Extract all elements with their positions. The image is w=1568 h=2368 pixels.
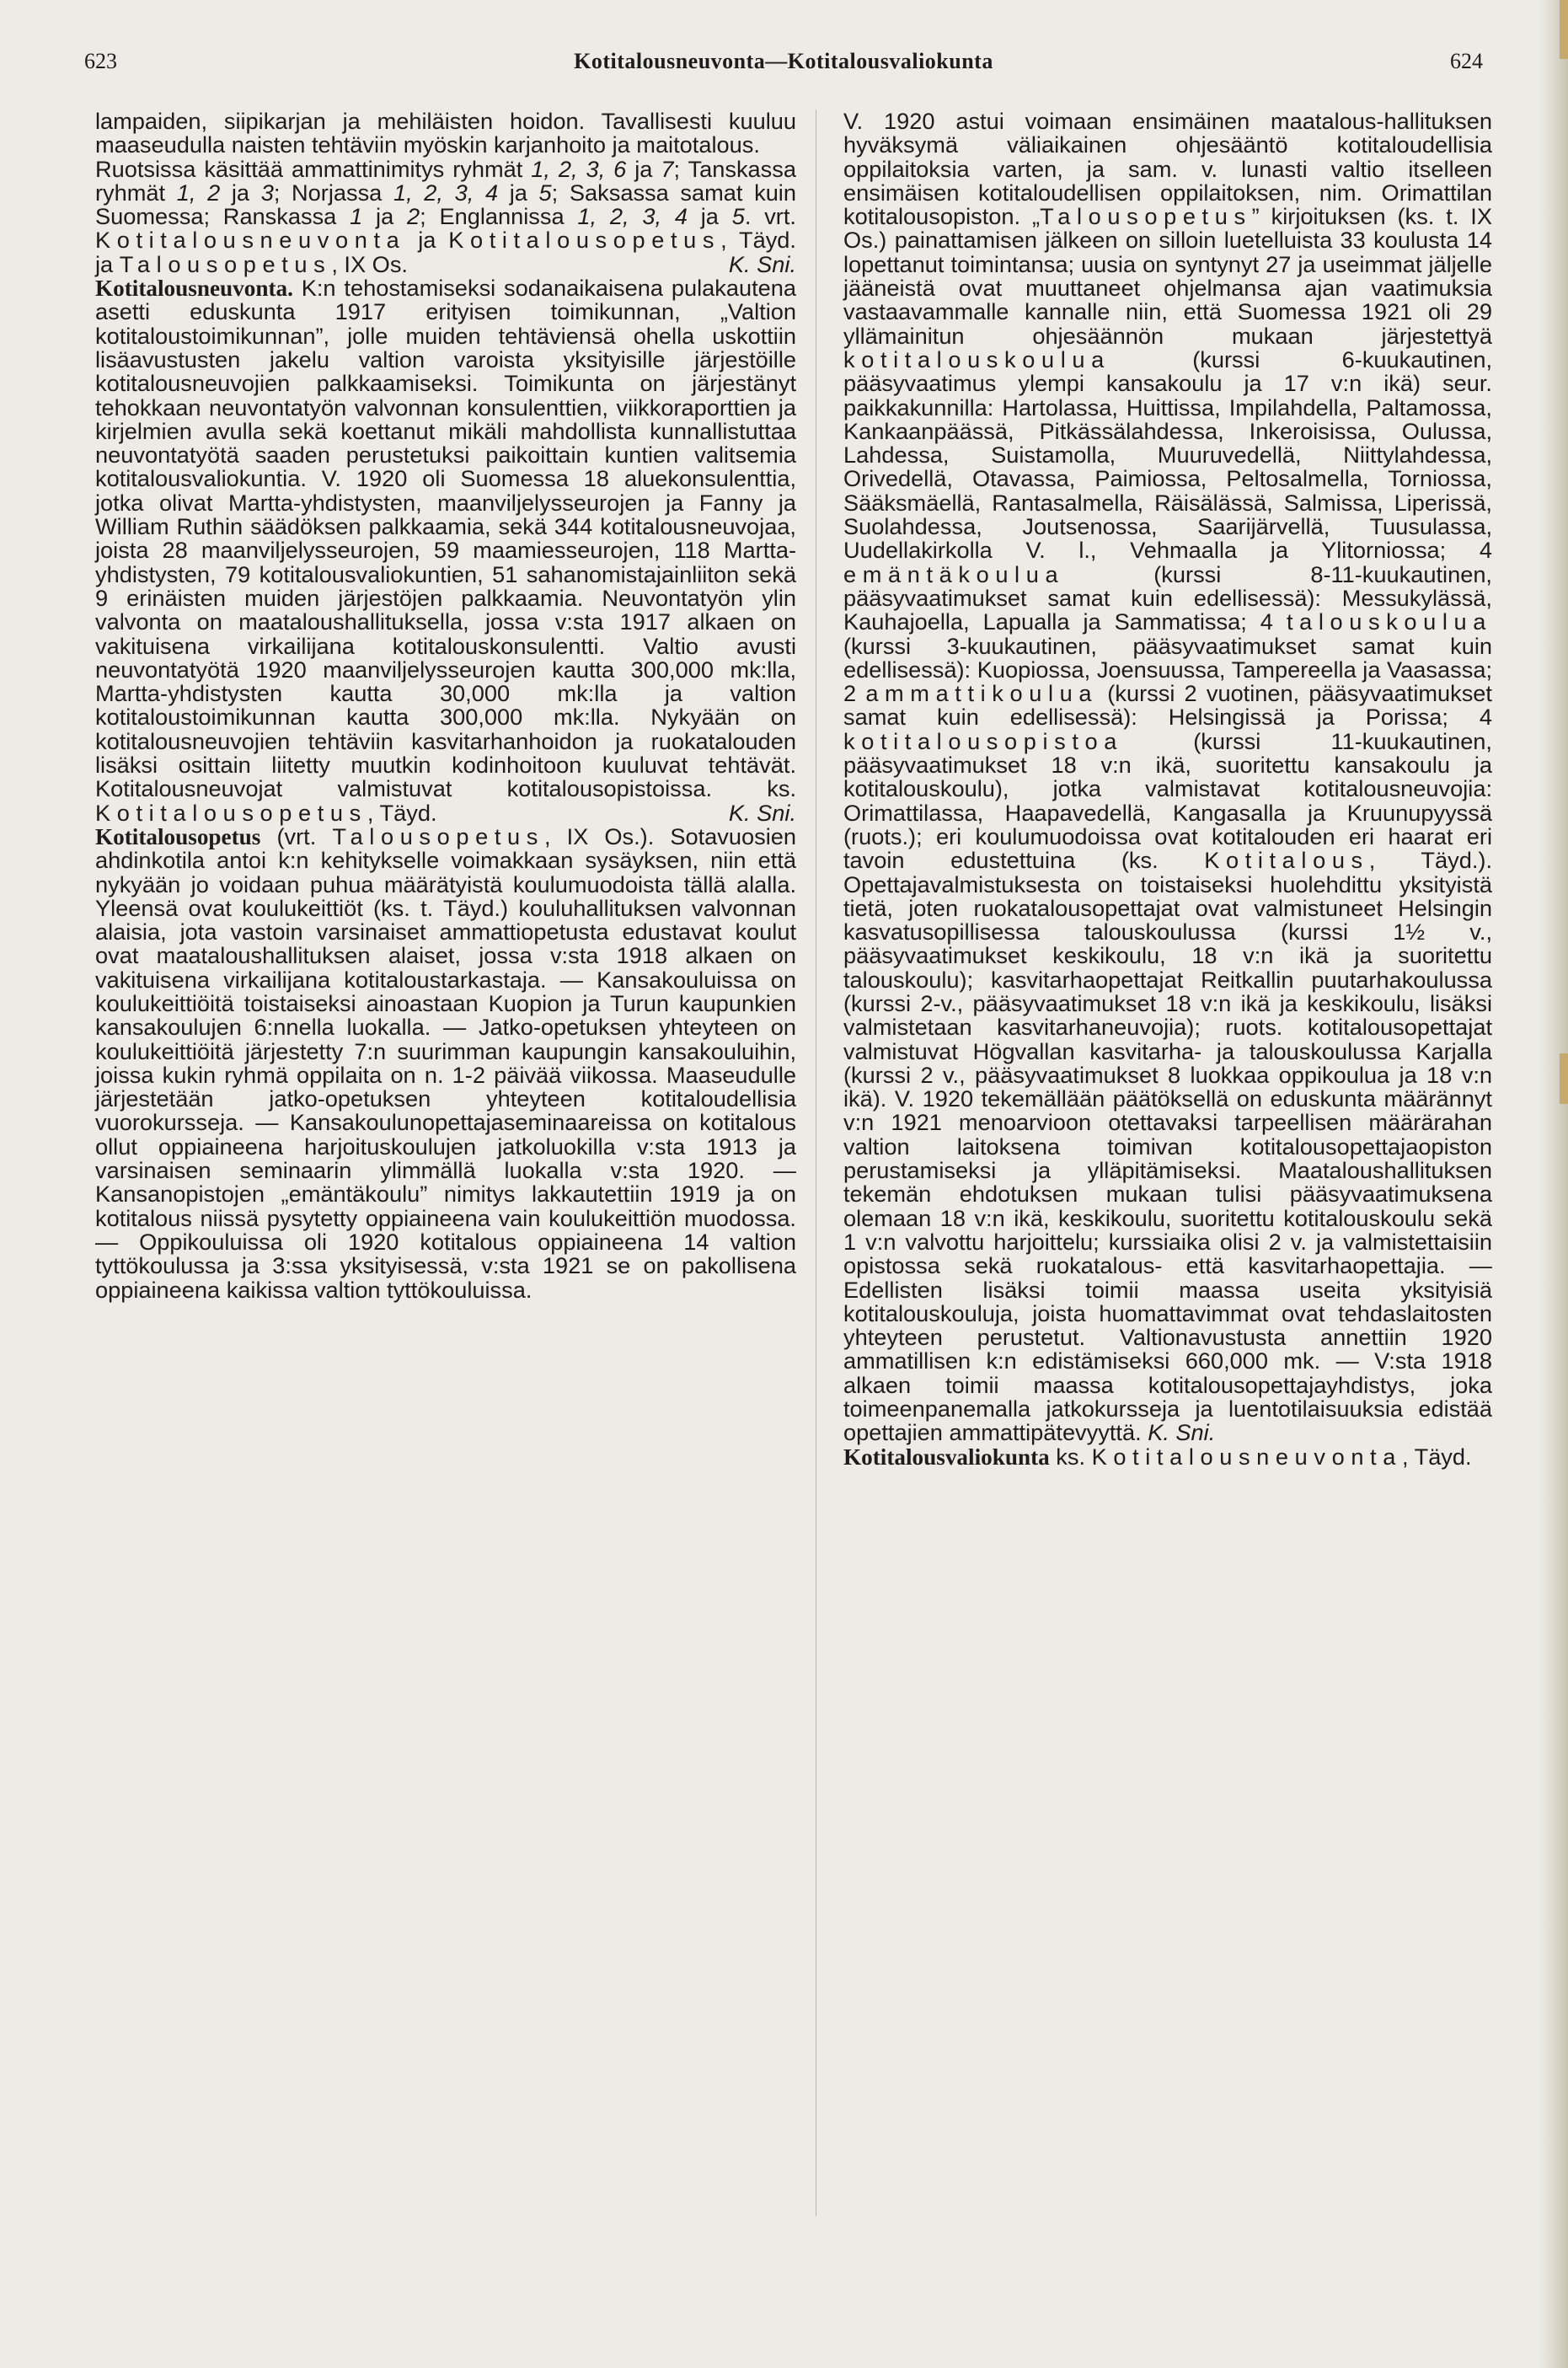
cross-reference[interactable]: Kotitalous: [1204, 847, 1369, 874]
right-column: [843, 110, 1492, 1469]
article-kotitalousvaliokunta: Kotitalousvaliokunta ks. Kotitalousneuvonta, Täyd.: [843, 1443, 1472, 1470]
cross-reference[interactable]: Talousopetus: [1040, 203, 1252, 230]
cross-reference[interactable]: Talousopetus: [119, 250, 332, 277]
running-title: Kotitalousneuvonta—Kotitalousvaliokunta: [574, 49, 993, 73]
emphasis: kotitalouskoulua: [843, 346, 1110, 372]
edge-tab: [1560, 1053, 1568, 1104]
article-kotitalousneuvonta: Kotitalousneuvonta. K:n tehostamiseksi sodanaikaisena pulakautena asetti eduskunta 1917 erityisen toimikunnan, „Valtion kotitaloustoimikunnan”, jolle muiden tehtäviensä ohella uskottiin lisäavustusten jakelu valtion varoista yksityisille järjestöille kotitalousneuvojien palkkaamiseksi. Toimikunta on järjestänyt tehokkaan neuvontatyön valvonnan konsulenttien, viikkoraporttien ja kirjelmien avulla sekä koettanut mikäli mahdollista kunnallistuttaa neuvontatyötä saaden perustetuksi paikoittain kuntien valitsemia kotitalousvaliokuntia. V. 1920 oli Suomessa 18 aluekonsulenttia, jotka olivat Martta-yhdistysten, maanviljelysseurojen ja Fanny ja William Ruthin säädöksen palkkaamia, sekä 344 kotitalousneuvojaa, joista 28 maanviljelysseurojen, 59 maamiesseurojen, 118 Martta-yhdistysten, 79 kotitalousvaliokuntien, 51 sahanomistajainliiton sekä 9 erinäisten muiden järjestöjen palkkaamia. Neuvontatyön ylin valvonta on maataloushallituksella, jossa v:sta 1917 alkaen on vakituisena virkailijana kotitalouskonsulentti. Valtio avusti neuvontatyötä 1920 maanviljelysseurojen kautta 300,000 mk:lla, Martta-yhdistysten kautta 30,000 mk:lla ja valtion kotitaloustoimikunnan kautta 300,000 mk:lla. Nykyään on kotitalousneuvojien tehtäviin kasvitarhanhoidon ja ruokatalouden lisäksi osittain liitetty muutkin kodinhoitoon kuuluvat tehtävät. Kotitalousneuvojat valmistuvat kotitalousopistoissa. ks. Kotitalousopetus, Täyd. K. Sni.: [95, 275, 796, 826]
edge-tab: [1560, 0, 1568, 59]
page-number-right: 624: [1450, 49, 1483, 73]
left-column: [95, 110, 796, 1302]
cross-reference[interactable]: Kotitalousopetus: [448, 227, 721, 254]
author-signature: K. Sni.: [1148, 1419, 1216, 1446]
cross-reference[interactable]: Talousopetus: [332, 822, 544, 849]
page-edge-shadow: [1539, 0, 1568, 2368]
emphasis: ammattikoulua: [865, 680, 1099, 707]
headword: Kotitalousneuvonta.: [95, 276, 293, 302]
emphasis: emäntäkoulua: [843, 560, 1065, 587]
author-signature: K. Sni.: [728, 799, 796, 826]
headword: Kotitalousvaliokunta: [843, 1444, 1050, 1470]
cross-reference[interactable]: Kotitalousneuvonta: [1091, 1443, 1402, 1470]
cross-reference[interactable]: Kotitalousneuvonta: [95, 227, 406, 254]
author-signature: K. Sni.: [728, 250, 796, 277]
emphasis: kotitalousopistoa: [843, 727, 1123, 754]
paragraph: V. 1920 astui voimaan ensimäinen maatalous-hallituksen hyväksymä väliaikainen ohjesääntö kotitaloudellisia oppilaitoksia varten, ja sam. v. lunasti valtio itselleen ensimäisen kotitaloudellisen oppilaitoksen, nim. Orimattilan kotitalousopiston. „Talousopetus” kirjoituksen (ks. t. IX Os.) painattamisen jälkeen on silloin luetelluista 33 koulusta 14 lopettanut toimintansa; uusia on syntynyt 27 ja useimmat jäljelle jääneistä ovat muuttaneet ohjelmansa ajan vaatimuksia vastaavammalle kannalle niin, että Suomessa 1921 oli 29 yllämainitun ohjesäännön mukaan järjestettyä kotitalouskoulua (kurssi 6-kuukautinen, pääsyvaatimus ylempi kansakoulu ja 17 v:n ikä) seur. paikkakunnilla: Hartolassa, Huittissa, Impilahdella, Paltamossa, Kankaanpäässä, Pitkässälahdessa, Inkeroisissa, Oulussa, Lahdessa, Suistamolla, Muuruvedellä, Niittylahdessa, Orivedellä, Otavassa, Paimiossa, Peltosalmella, Torniossa, Sääksmäellä, Rantasalmella, Räisälässä, Salmissa, Liperissä, Suolahdessa, Joutsenossa, Saarijärvellä, Tuusulassa, Uudellakirkolla V. l., Vehmaalla ja Ylitorniossa; 4 emäntäkoulua (kurssi 8-11-kuukautinen, pääsyvaatimukset samat kuin edellisessä): Messukylässä, Kauhajoella, Lapualla ja Sammatissa; 4 talouskoulua (kurssi 3-kuukautinen, pääsyvaatimukset samat kuin edellisessä): Kuopiossa, Joensuussa, Tampereella ja Vaasassa; 2 ammattikoulua (kurssi 2 vuotinen, pääsyvaatimukset samat kuin edellisessä): Helsingissä ja Porissa; 4 kotitalousopistoa (kurssi 11-kuukautinen, pääsyvaatimukset 18 v:n ikä, suoritettu kansakoulu ja kotitalouskoulu), jotka valmistavat kotitalousneuvojia: Orimattilassa, Haapavedellä, Kangasalla ja Kruunupyyssä (ruots.); eri koulumuodoissa ovat kotitalouden eri haarat eri tavoin edustettuina (ks. Kotitalous, Täyd.). Opettajavalmistuksesta on toistaiseksi huolehdittu yksityistä tietä, joten ruokatalousopettajat ovat valmistuneet Helsingin kasvatusopillisessa talouskoulussa (kurssi 1½ v., pääsyvaatimukset keskikoulu, 18 v:n ikä ja suoritettu talouskoulu); kasvitarhaopettajat Reitkallin puutarhakoulussa (kurssi 2-v., pääsyvaatimukset 18 v:n ikä ja keskikoulu, lisäksi valmistetaan kasvitarhaneuvojia); ruots. kotitalousopettajat valmistuvat Högvallan kasvitarha- ja talouskoulussa Karjalla (kurssi 2 v., pääsyvaatimukset 8 luokkaa oppikoulua ja 18 v:n ikä). V. 1920 tekemällään päätöksellä on eduskunta määrännyt v:n 1921 menoarvioon otettavaksi tarpeellisen määrärahan valtion laitoksena toimivan kotitalousopettajaopiston perustamiseksi ja ylläpitämiseksi. Maataloushallituksen tekemän ehdotuksen mukaan tulisi pääsyvaatimuksena olemaan 18 v:n ikä, keskikoulu, suoritettu kotitalouskoulu sekä 1 v:n valvottu harjoittelu; kurssiaika olisi 2 v. ja valmistettaisiin opistossa sekä ruokatalous- että kasvitarhaopettajia. — Edellisten lisäksi toimii maassa useita yksityisiä kotitalouskouluja, joista huomattavimmat ovat tehdaslaitosten yhteyteen perustetut. Valtionavustusta annettiin 1920 ammatillisen k:n edistämiseksi 660,000 mk. — V:sta 1918 alkaen toimii maassa kotitalousopettajayhdistys, joka toimeenpanemalla jatkokursseja ja luentotilaisuuksia edistää opettajien ammattipätevyyttä. K. Sni.: [843, 108, 1492, 1446]
emphasis: talouskoulua: [1286, 608, 1492, 635]
page-number-left: 623: [84, 49, 117, 73]
paragraph: Ruotsissa käsittää ammattinimitys ryhmät 1, 2, 3, 6 ja 7; Tanskassa ryhmät 1, 2 ja 3; Norjassa 1, 2, 3, 4 ja 5; Saksassa samat kuin Suomessa; Ranskassa 1 ja 2; Englannissa 1, 2, 3, 4 ja 5. vrt. Kotitalousneuvonta ja Kotitalousopetus, Täyd. ja Talousopetus, IX Os. K. Sni.: [95, 155, 796, 277]
page-header: [84, 49, 1483, 86]
cross-reference[interactable]: Kotitalousopetus: [95, 799, 367, 826]
article-kotitalousopetus: Kotitalousopetus (vrt. Talousopetus, IX Os.). Sotavuosien ahdinkotila antoi k:n kehitykselle voimakkaan sysäyksen, niin että nykyään jo voidaan puhua määrätyistä koulumuodoista tällä alalla. Yleensä ovat koulukeittiöt (ks. t. Täyd.) kouluhallituksen valvonnan alaisia, jota vastoin varsinaiset ammattiopetusta edustavat koulut ovat maataloushallituksen alaiset, jossa v:sta 1918 alkaen on vakituisena virkailijana kotitaloustarkastaja. — Kansakouluissa on koulukeittiöitä toistaiseksi ainoastaan Kuopion ja Turun kaupunkien kansakoulujen 6:nnella luokalla. — Jatko-opetuksen yhteyteen on koulukeittiöitä järjestetty 7:n suurimman kaupungin kansakouluihin, joissa kukin ryhmä oppilaita on n. 1-2 päivää viikossa. Maaseudulle järjestetään jatko-opetuksen yhteyteen kotitaloudellisia vuorokursseja. — Kansakoulunopettajaseminaareissa on kotitalous ollut oppiaineena harjoituskoulujen jatkoluokilla v:sta 1913 ja varsinaisen seminaarin ylimmällä luokalla v:sta 1920. — Kansanopistojen „emäntäkoulu” nimitys lakkautettiin 1919 ja on kotitalous niissä pysytetty oppiaineena vain koulukeittiön muodossa. — Oppikouluissa oli 1920 kotitalous oppiaineena 14 valtion tyttökoulussa ja 3:ssa yksityisessä, v:sta 1921 se on pakollisena oppiaineena kaikissa valtion tyttökouluissa.: [95, 822, 796, 1303]
headword: Kotitalousopetus: [95, 823, 261, 849]
paragraph: lampaiden, siipikarjan ja mehiläisten hoidon. Tavallisesti kuuluu maaseudulla naisten tehtäviin myöskin karjanhoito ja maitotalous.: [95, 108, 796, 158]
